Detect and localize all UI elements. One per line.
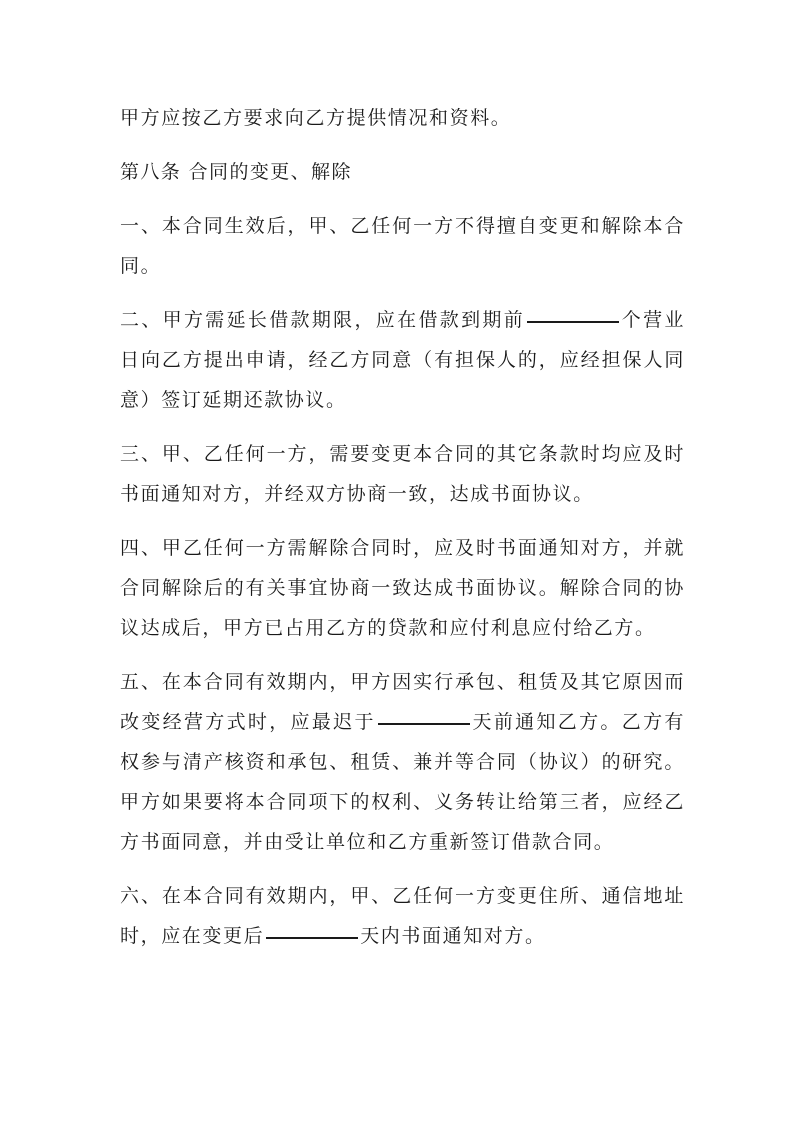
clause-2-text-end: 个营业日向乙方提出申请，经乙方同意（有担保人的，应经担保人同意）签订延期还款协议。 [120,309,685,411]
clause-5 [120,662,685,862]
clause-6 [120,876,685,956]
blank-business-days[interactable] [527,299,619,323]
clause-5-text-start: 五、在本合同有效期内，甲方因实行承包、租赁及其它原因而改变经营方式时，应最迟于 [120,671,685,733]
clause-4: 四、甲乙任何一方需解除合同时，应及时书面通知对方，并就合同解除后的有关事宜协商一致达成书面协议。解除合同的协议达成后，甲方已占用乙方的贷款和应付利息应付给乙方。 [120,537,685,639]
clause-3: 三、甲、乙任何一方，需要变更本合同的其它条款时均应及时书面通知对方，并经双方协商一致，达成书面协议。 [120,443,685,505]
clause-5-text-end: 天前通知乙方。乙方有权参与清产核资和承包、租赁、兼并等合同（协议）的研究。甲方如果要将本合同项下的权利、义务转让给第三者，应经乙方书面同意，并由受让单位和乙方重新签订借款合同。 [120,711,685,853]
clause-6-text-start: 六、在本合同有效期内，甲、乙任何一方变更住所、通信地址时，应在变更后 [120,885,685,947]
clause-2 [120,300,685,420]
document-body [120,98,685,956]
article-8-heading: 第八条 合同的变更、解除 [120,161,352,183]
paragraph-provide-info: 甲方应按乙方要求向乙方提供情况和资料。 [120,107,512,129]
clause-1: 一、本合同生效后，甲、乙任何一方不得擅自变更和解除本合同。 [120,215,685,277]
clause-6-text-end: 天内书面通知对方。 [360,925,546,947]
clause-2-text-start: 二、甲方需延长借款期限，应在借款到期前 [120,309,526,331]
blank-address-change-days[interactable] [266,915,358,939]
blank-notice-days[interactable] [378,701,470,725]
